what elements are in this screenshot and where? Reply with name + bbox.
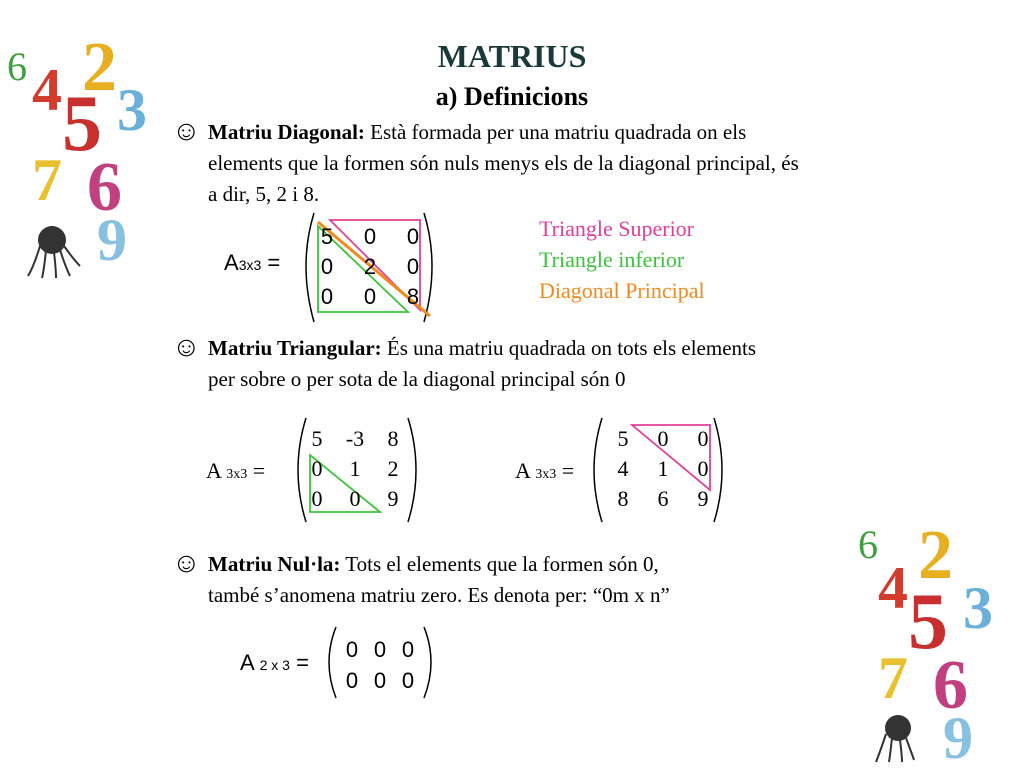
matrix-cell: 5 [617, 426, 629, 451]
diagonal-line-3: a dir, 5, 2 i 8. [208, 182, 320, 206]
diagonal-line-2: elements que la formen són nuls menys els de la diagonal principal, és [208, 151, 799, 175]
matrix-cell: 0 [406, 254, 420, 279]
matrix-cell: 0 [373, 637, 387, 662]
matrix-cell: 8 [406, 284, 420, 309]
svg-text:9: 9 [97, 207, 127, 273]
triangular-left-label: A 3x3 = [206, 458, 266, 483]
matrix-cell: -3 [345, 426, 365, 451]
legend-diagonal: Diagonal Principal [539, 278, 705, 303]
triangle-legend [539, 213, 705, 306]
matrix-cell: 0 [401, 668, 415, 693]
matrix-cell: 0 [401, 637, 415, 662]
legend-upper: Triangle Superior [539, 216, 695, 241]
diagonal-line-1: Està formada per una matriu quadrada on els [370, 120, 747, 144]
matrix-cell: 0 [363, 284, 377, 309]
matrix-cell: 1 [657, 456, 669, 481]
matrix-cell: 0 [373, 668, 387, 693]
legend-lower: Triangle inferior [539, 247, 685, 272]
matrix-cell: 5 [311, 426, 323, 451]
matrix-cell: 0 [320, 254, 334, 279]
matrix-cell: 0 [697, 456, 709, 481]
svg-text:6: 6 [933, 647, 968, 724]
svg-text:9: 9 [943, 705, 973, 768]
svg-text:6: 6 [858, 522, 878, 567]
matrix-cell: 2 [363, 254, 377, 279]
matrix-cell: 5 [320, 224, 334, 249]
triangular-definition [208, 333, 948, 395]
matrix-cell: 1 [349, 456, 361, 481]
matrix-cell: 2 [387, 456, 399, 481]
svg-text:6: 6 [87, 149, 122, 226]
triangular-term: Matriu Triangular: [208, 336, 382, 360]
matrix-cell: 0 [345, 637, 359, 662]
diagonal-matrix-label: A3x3 = [224, 250, 281, 275]
matrix-cell: 9 [697, 486, 709, 511]
svg-text:7: 7 [878, 645, 908, 711]
matrix-cell: 9 [387, 486, 399, 511]
svg-text:3: 3 [117, 77, 147, 143]
nulla-matrix-label: A 2 x 3 = [240, 650, 309, 675]
matrix-cell: 8 [617, 486, 629, 511]
nulla-line-2: també s’anomena matriu zero. Es denota per: “0m x n” [208, 583, 670, 607]
svg-text:2: 2 [918, 517, 953, 594]
triangular-right-label: A 3x3 = [515, 458, 575, 483]
smiley-bullet-icon: ☺ [172, 332, 201, 363]
svg-text:6: 6 [7, 44, 27, 89]
svg-text:5: 5 [908, 578, 948, 666]
matrix-cell: 0 [406, 224, 420, 249]
triangular-line-1: És una matriu quadrada on tots els elements [386, 336, 757, 360]
page-title: MATRIUS [437, 38, 587, 74]
matrix-cell: 8 [387, 426, 399, 451]
matrix-cell: 6 [657, 486, 669, 511]
svg-text:7: 7 [32, 147, 62, 213]
nulla-line-1: Tots el elements que la formen són 0, [345, 552, 659, 576]
matrix-cell: 0 [657, 426, 669, 451]
smiley-bullet-icon: ☺ [172, 548, 201, 579]
svg-text:2: 2 [82, 29, 117, 106]
matrix-cell: 0 [363, 224, 377, 249]
matrix-cell: 0 [311, 456, 323, 481]
svg-text:5: 5 [62, 80, 102, 168]
matrix-cell: 4 [617, 456, 629, 481]
nulla-term: Matriu Nul·la: [208, 552, 341, 576]
matrix-cell: 0 [349, 486, 361, 511]
triangular-line-2: per sobre o per sota de la diagonal principal són 0 [208, 367, 626, 391]
matrix-cell: 0 [311, 486, 323, 511]
svg-text:4: 4 [32, 57, 62, 123]
svg-text:4: 4 [878, 555, 908, 621]
smiley-bullet-icon: ☺ [172, 116, 201, 147]
nulla-definition [208, 549, 948, 611]
svg-text:3: 3 [963, 575, 993, 641]
matrix-cell: 0 [345, 668, 359, 693]
diagonal-term: Matriu Diagonal: [208, 120, 365, 144]
matrix-cell: 0 [320, 284, 334, 309]
page-subtitle: a) Definicions [435, 82, 589, 111]
matrix-cell: 0 [697, 426, 709, 451]
